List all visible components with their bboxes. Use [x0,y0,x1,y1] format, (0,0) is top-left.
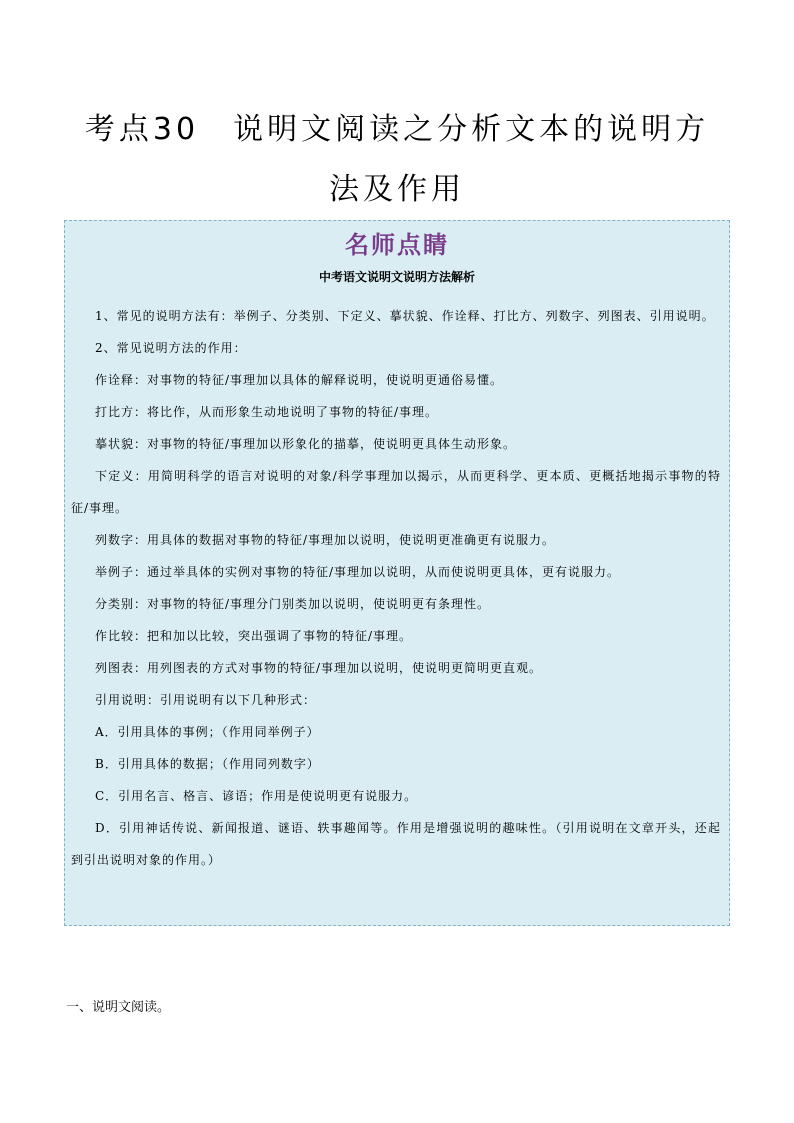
page-title: 考点30 说明文阅读之分析文本的说明方法及作用 [84,112,710,207]
tip-box [64,220,730,926]
tip-paragraph: 引用说明：引用说明有以下几种形式： [95,693,317,707]
tip-paragraph: A．引用具体的事例；（作用同举例子） [95,725,320,739]
tip-paragraph: 2、常见说明方法的作用： [95,341,247,355]
tip-paragraph: 下定义：用简明科学的语言对说明的对象/科学事理加以揭示，从而更科学、更本质、更概括地揭示事物的特征/事理。 [71,469,721,515]
tip-paragraph: 列图表：用列图表的方式对事物的特征/事理加以说明，使说明更简明更直观。 [95,661,543,675]
tip-paragraph: 打比方：将比作，从而形象生动地说明了事物的特征/事理。 [95,405,439,419]
tip-paragraph: 列数字：用具体的数据对事物的特征/事理加以说明，使说明更准确更有说服力。 [95,533,556,547]
section-label: 一、说明文阅读。 [66,1000,171,1015]
tip-box-heading: 名师点睛 [345,231,449,259]
tip-paragraph: 分类别：对事物的特征/事理分门别类加以说明，使说明更有条理性。 [95,597,491,611]
tip-paragraph: C．引用名言、格言、谚语；作用是使说明更有说服力。 [95,789,418,803]
tip-paragraph: 作诠释：对事物的特征/事理加以具体的解释说明，使说明更通俗易懂。 [95,373,504,387]
tip-paragraph: 1、常见的说明方法有：举例子、分类别、下定义、摹状貌、作诠释、打比方、列数字、列图表、引用说明。 [95,309,715,323]
tip-paragraph: B．引用具体的数据；（作用同列数字） [95,757,320,771]
tip-paragraph: 摹状貌：对事物的特征/事理加以形象化的描摹，使说明更具体生动形象。 [95,437,517,451]
tip-box-body [71,300,721,876]
tip-box-subheading: 中考语文说明文说明方法解析 [318,270,475,284]
tip-paragraph: D．引用神话传说、新闻报道、谜语、轶事趣闻等。作用是增强说明的趣味性。（引用说明在文章开头，还起到引出说明对象的作用。） [71,821,721,867]
tip-paragraph: 作比较：把和加以比较，突出强调了事物的特征/事理。 [95,629,413,643]
tip-paragraph: 举例子：通过举具体的实例对事物的特征/事理加以说明，从而使说明更具体，更有说服力。 [95,565,621,579]
